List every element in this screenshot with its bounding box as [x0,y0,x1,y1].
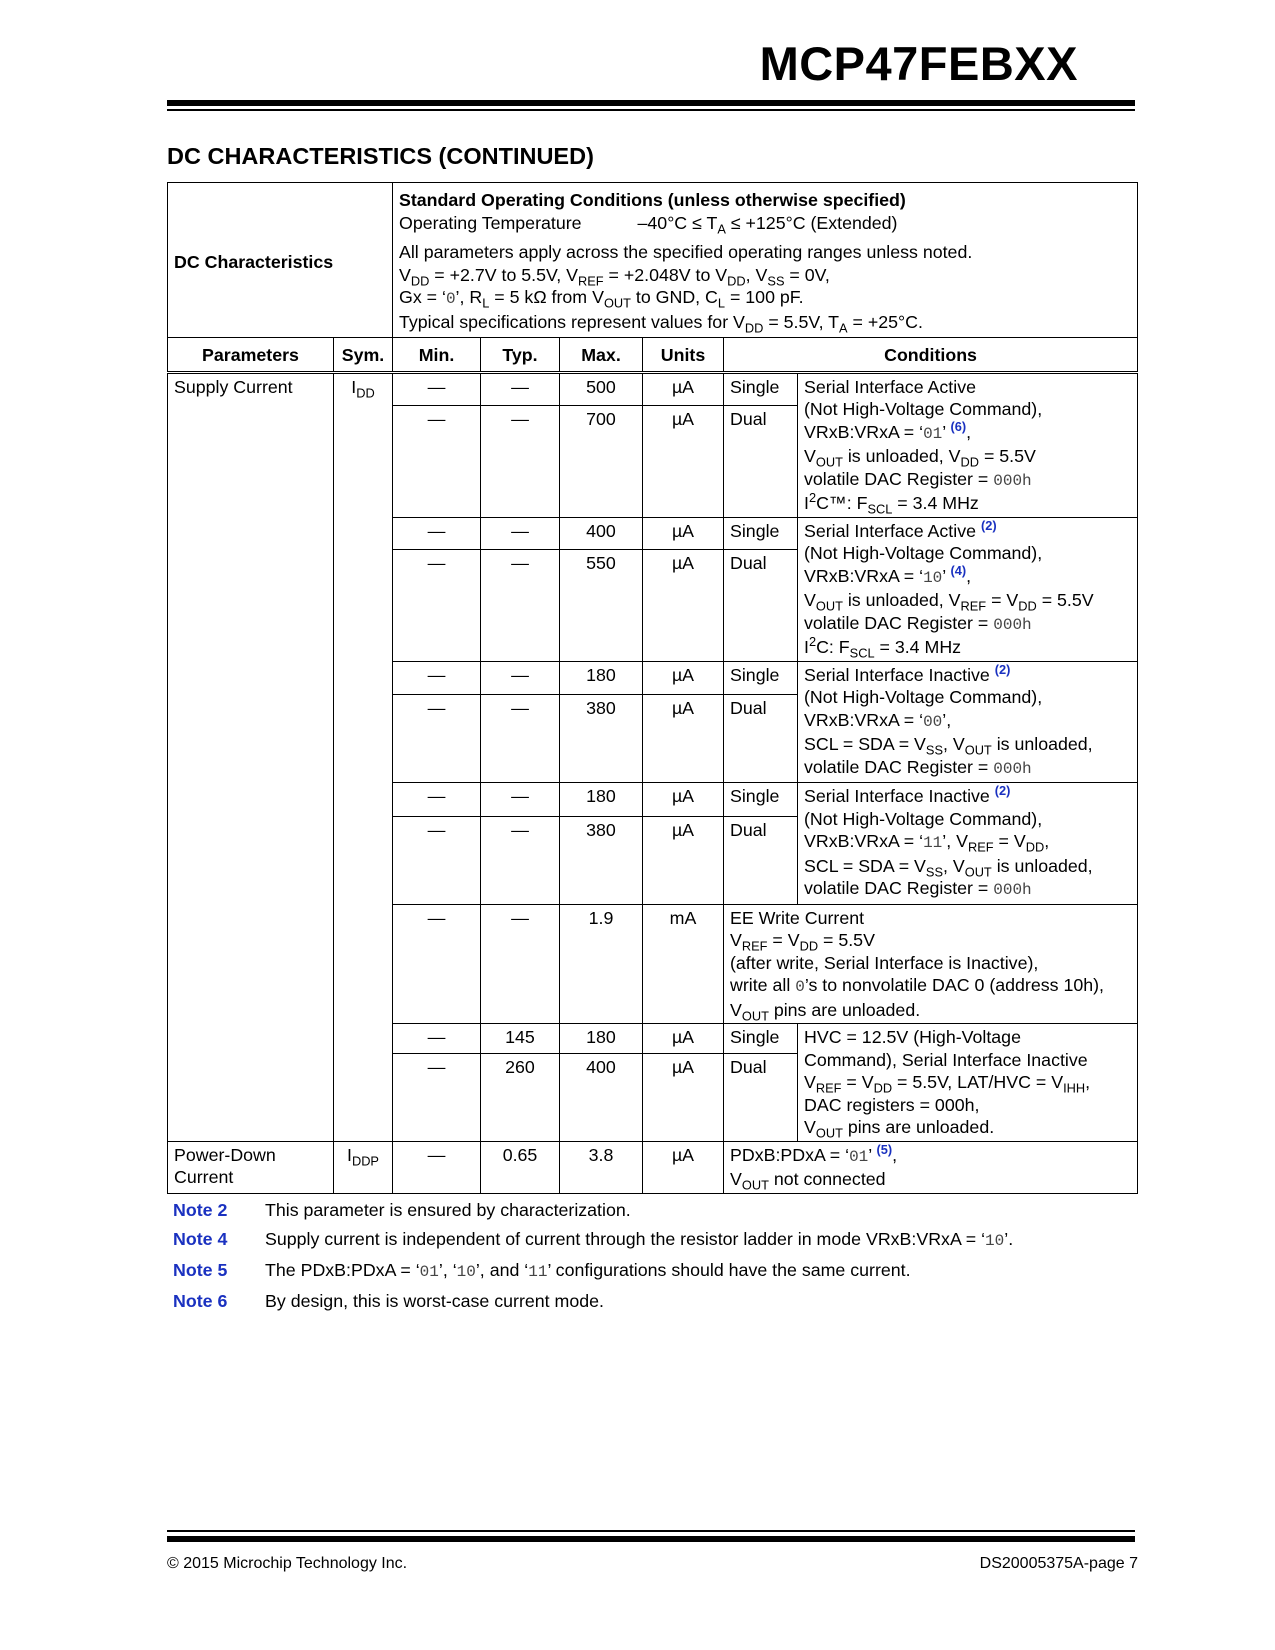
units-cell: µA [643,1024,724,1054]
note-5 [173,1256,1013,1287]
typ-cell: — [481,816,560,904]
typ-cell: — [481,405,560,517]
typ-cell: 260 [481,1053,560,1141]
col-min: Min. [393,338,481,373]
dc-characteristics-label-cell [168,183,393,338]
typ-cell: — [481,904,560,1024]
units-cell: µA [643,372,724,405]
min-cell: — [393,816,481,904]
note-label: Note 4 [173,1229,228,1249]
units-cell: µA [643,816,724,904]
conditions-header-row [168,183,1138,338]
min-cell: — [393,1053,481,1141]
col-parameters: Parameters [168,338,334,373]
supply-current-param: Supply Current [168,372,334,1141]
dc-characteristics-label: DC Characteristics [174,252,334,272]
units-cell: µA [643,695,724,783]
units-cell: µA [643,1141,724,1193]
max-cell: 380 [560,695,643,783]
mode-cell: Dual [724,1053,798,1141]
max-cell: 700 [560,405,643,517]
mode-cell: Single [724,1024,798,1054]
conditions-cell: Serial Interface Active $^{(2)}$ (Not High-Voltage Command), VRxB:VRxA = ‘10’ $^{(4)}$, $V_{OUT}$ is unloaded, $V_{REF} = V_{DD} = 5.5V$ volatile DAC Register = 000h $I^2C$: $F_{SCL} = 3.4$ MHz [798,517,1138,661]
mode-cell: Dual [724,405,798,517]
typ-cell: — [481,372,560,405]
units-cell: µA [643,549,724,661]
header-rule-thick [167,100,1135,106]
units-cell: µA [643,405,724,517]
conditions-cell: Serial Interface Inactive $^{(2)}$ (Not High-Voltage Command), VRxB:VRxA = ‘00’, SCL = SDA = $V_{SS}$, $V_{OUT}$ is unloaded, volatile DAC Register = 000h [798,661,1138,783]
standard-conditions-text: Standard Operating Conditions (unless otherwise specified) [399,190,906,210]
mode-cell: Single [724,517,798,549]
table-row [168,372,1138,405]
note-text: By design, this is worst-case current mode. [265,1291,604,1311]
all-parameters-text: All parameters apply across the specified operating ranges unless noted. [399,242,973,262]
note-label: Note 5 [173,1260,228,1280]
max-cell: 3.8 [560,1141,643,1193]
units-cell: µA [643,1053,724,1141]
max-cell: 180 [560,783,643,817]
col-units: Units [643,338,724,373]
max-cell: 400 [560,1053,643,1141]
typ-cell: — [481,783,560,817]
supply-current-sym: $I_{DD}$ [334,372,393,1141]
conditions-cell: Serial Interface Active (Not High-Voltage Command), VRxB:VRxA = ‘01’ $^{(6)}$, $V_{OUT}$ is unloaded, $V_{DD} = 5.5V$ volatile DAC Register = 000h $I^2C™$: $F_{SCL} = 3.4$ MHz [798,372,1138,517]
power-down-param: Power-Down Current [168,1141,334,1193]
conditions-cell: Serial Interface Inactive $^{(2)}$ (Not High-Voltage Command), VRxB:VRxA = ‘11’, $V_{REF} = V_{DD}$, SCL = SDA = $V_{SS}$, $V_{OUT}$ is unloaded, volatile DAC Register = 000h [798,783,1138,905]
document-title: MCP47FEBXX [759,37,1078,90]
note-text: This parameter is ensured by characterization. [265,1200,631,1220]
notes-list [173,1196,1013,1316]
note-label: Note 2 [173,1200,228,1220]
min-cell: — [393,904,481,1024]
column-header-row [168,338,1138,373]
max-cell: 180 [560,661,643,695]
units-cell: µA [643,783,724,817]
operating-temperature-line [399,212,1131,235]
vdd-conditions-line: $V_{DD} = +2.7V$ to 5.5V, $V_{REF} = +2.048V$ to $V_{DD}$, $V_{SS} = 0V$, [399,264,830,288]
note-2 [173,1196,1013,1225]
col-sym: Sym. [334,338,393,373]
min-cell: — [393,1141,481,1193]
footer-copyright: © 2015 Microchip Technology Inc. [167,1555,408,1572]
min-cell: — [393,695,481,783]
max-cell: 400 [560,517,643,549]
note-4 [173,1225,1013,1256]
typ-cell: — [481,661,560,695]
max-cell: 550 [560,549,643,661]
table-row [168,1141,1138,1193]
min-cell: — [393,783,481,817]
temp-prefix: –40°C ≤ T [637,212,718,233]
operating-temperature-value: $-40^\circ C \le T_A \le +125^\circ C$ (Extended) [637,212,898,236]
max-cell: 180 [560,1024,643,1054]
operating-temperature-label: Operating Temperature [399,212,582,233]
footer-rule-thick [167,1536,1135,1542]
conditions-cell: EE Write Current $V_{REF} = V_{DD} = 5.5V$ (after write, Serial Interface is Inactive), write all 0’s to nonvolatile DAC 0 (address 10h), $V_{OUT}$ pins are unloaded. [724,904,1138,1024]
typ-cell: — [481,517,560,549]
typ-cell: — [481,549,560,661]
header-rule-thin [167,109,1135,111]
units-cell: µA [643,517,724,549]
mode-cell: Single [724,661,798,695]
gx-conditions-line: Gx = ‘0’, $R_L = 5$ kΩ from $V_{OUT}$ to GND, $C_L = 100$ pF. [399,287,804,311]
section-title: DC CHARACTERISTICS (CONTINUED) [167,143,594,169]
mode-cell: Single [724,783,798,817]
min-cell: — [393,405,481,517]
dc-characteristics-table [167,182,1138,1194]
note-text: The PDxB:PDxA = ‘01’, ‘10’, and ‘11’ configurations should have the same current. [265,1260,911,1281]
units-cell: mA [643,904,724,1024]
conditions-cell: PDxB:PDxA = ‘01’ $^{(5)}$, $V_{OUT}$ not connected [724,1141,1138,1193]
min-cell: — [393,372,481,405]
mode-cell: Dual [724,549,798,661]
col-conditions: Conditions [724,338,1138,373]
footer-page-number: DS20005375A-page 7 [979,1555,1138,1572]
typ-cell: 0.65 [481,1141,560,1193]
units-cell: µA [643,661,724,695]
typical-spec-line: Typical specifications represent values for $V_{DD} = 5.5V$, $T_A = +25^\circ C$. [399,311,923,335]
typ-cell: 145 [481,1024,560,1054]
note-label: Note 6 [173,1291,228,1311]
max-cell: 1.9 [560,904,643,1024]
max-cell: 500 [560,372,643,405]
min-cell: — [393,517,481,549]
operating-conditions-cell [393,183,1138,338]
mode-cell: Dual [724,695,798,783]
min-cell: — [393,549,481,661]
min-cell: — [393,661,481,695]
note-6 [173,1287,1013,1316]
typ-cell: — [481,695,560,783]
col-max: Max. [560,338,643,373]
temp-suffix: ≤ +125°C (Extended) [725,212,898,233]
conditions-cell: HVC = 12.5V (High-Voltage Command), Serial Interface Inactive $V_{REF} = V_{DD} = 5.5V$, $LAT/HVC = V_{IHH}$, DAC registers = 000h, $V_{OUT}$ pins are unloaded. [798,1024,1138,1142]
mode-cell: Dual [724,816,798,904]
max-cell: 380 [560,816,643,904]
power-down-sym: $I_{DDP}$ [334,1141,393,1193]
min-cell: — [393,1024,481,1054]
mode-cell: Single [724,372,798,405]
col-typ: Typ. [481,338,560,373]
footer-rule-thin [167,1530,1135,1532]
note-text: Supply current is independent of current through the resistor ladder in mode VRxB:VRxA = ‘10’. [265,1229,1014,1250]
